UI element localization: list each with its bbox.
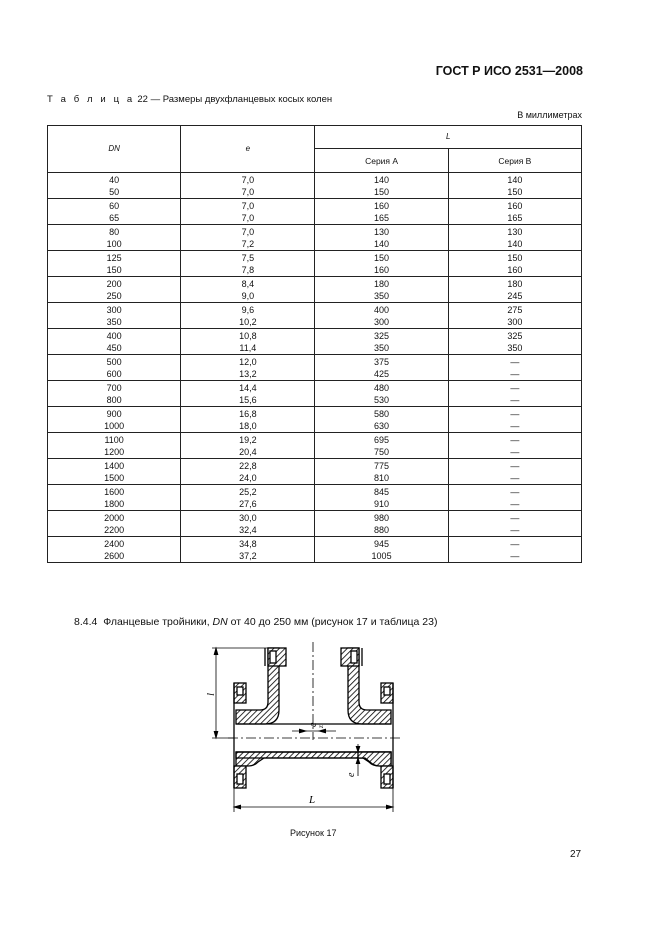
header-series-a: Серия А	[315, 149, 448, 173]
section-number: 8.4.4	[74, 616, 98, 628]
table-row	[48, 407, 582, 433]
dim-l-arrow-bottom	[214, 731, 218, 738]
cell-a	[315, 407, 448, 433]
cell-value: —	[510, 395, 520, 405]
header-e: e	[181, 126, 315, 173]
section-text-before: Фланцевые тройники,	[103, 616, 210, 628]
cell-value: 880	[374, 525, 390, 535]
cell-dn	[48, 485, 181, 511]
lower-right-hatch	[358, 752, 391, 766]
table-caption	[47, 94, 332, 105]
cell-b	[448, 199, 581, 225]
cell-e	[181, 277, 315, 303]
cell-value: 12,0	[239, 357, 257, 367]
cell-value: 160	[374, 265, 390, 275]
cell-b	[448, 407, 581, 433]
cell-a	[315, 485, 448, 511]
cell-dn	[48, 381, 181, 407]
cell-value: 480	[374, 383, 390, 393]
cell-value: 350	[374, 291, 390, 301]
dim-e-arrow-bottom	[356, 758, 360, 764]
cell-value: 300	[374, 317, 390, 327]
cell-b	[448, 433, 581, 459]
cell-value: 425	[374, 369, 390, 379]
cell-value: —	[510, 487, 520, 497]
label-ez-sub: z	[317, 725, 325, 728]
cell-b	[448, 251, 581, 277]
cell-value: 945	[374, 539, 390, 549]
cell-value: 7,2	[241, 239, 255, 249]
table-row	[48, 355, 582, 381]
cell-value: 700	[106, 383, 122, 393]
cell-a	[315, 381, 448, 407]
cell-value: 530	[374, 395, 390, 405]
cell-b	[448, 303, 581, 329]
table-row	[48, 199, 582, 225]
table-row	[48, 433, 582, 459]
cell-value: 16,8	[239, 409, 257, 419]
cell-value: 1000	[104, 421, 125, 431]
cell-value: 30,0	[239, 513, 257, 523]
cell-value: 140	[507, 175, 523, 185]
cell-value: 34,8	[239, 539, 257, 549]
cell-value: 350	[507, 343, 523, 353]
cell-a	[315, 199, 448, 225]
cell-value: 810	[374, 473, 390, 483]
cell-e	[181, 433, 315, 459]
cell-value: 180	[374, 279, 390, 289]
cell-e	[181, 303, 315, 329]
cell-value: 160	[374, 201, 390, 211]
cell-value: 150	[374, 253, 390, 263]
cell-a	[315, 511, 448, 537]
cell-value: —	[510, 499, 520, 509]
cell-value: 1400	[104, 461, 125, 471]
cell-a	[315, 537, 448, 563]
cell-value: 2600	[104, 551, 125, 561]
cell-value: 40	[109, 175, 120, 185]
cell-value: 15,6	[239, 395, 257, 405]
label-L: L	[309, 794, 316, 806]
cell-value: 130	[507, 227, 523, 237]
cell-value: 20,4	[239, 447, 257, 457]
cell-value: 750	[374, 447, 390, 457]
cell-value: 11,4	[239, 343, 257, 353]
section-dn: DN	[212, 616, 228, 628]
cell-value: 300	[507, 317, 523, 327]
cell-value: 450	[106, 343, 122, 353]
cell-value: 2400	[104, 539, 125, 549]
cell-value: 1100	[104, 435, 124, 445]
table-row	[48, 303, 582, 329]
cell-value: 1200	[104, 447, 125, 457]
cell-value: 125	[106, 253, 122, 263]
cell-value: —	[510, 383, 520, 393]
cell-value: 245	[507, 291, 523, 301]
dim-L-arrow-right	[386, 805, 393, 809]
cell-value: —	[510, 421, 520, 431]
cell-b	[448, 355, 581, 381]
cell-value: 800	[106, 395, 122, 405]
cell-value: —	[510, 525, 520, 535]
right-lower-flange-hole	[384, 774, 390, 784]
table-row	[48, 277, 582, 303]
cell-value: 150	[507, 187, 523, 197]
cell-value: 400	[374, 305, 390, 315]
cell-value: 1500	[104, 473, 125, 483]
table-caption-prefix: Т а б л и ц а	[47, 94, 135, 105]
cell-value: 18,0	[239, 421, 257, 431]
cell-value: 140	[374, 239, 390, 249]
cell-b	[448, 329, 581, 355]
cell-value: 80	[109, 227, 120, 237]
cell-value: 1800	[104, 499, 125, 509]
table-caption-text: 22 — Размеры двухфланцевых косых колен	[137, 94, 333, 105]
cell-value: 1005	[371, 551, 392, 561]
header-l: L	[315, 126, 582, 149]
cell-value: 150	[507, 253, 523, 263]
cell-value: 775	[374, 461, 390, 471]
cell-value: 7,0	[241, 175, 255, 185]
cell-value: 9,0	[241, 291, 255, 301]
cell-a	[315, 329, 448, 355]
cell-value: 630	[374, 421, 390, 431]
cell-dn	[48, 225, 181, 251]
cell-value: 500	[106, 357, 122, 367]
cell-e	[181, 511, 315, 537]
table-row	[48, 225, 582, 251]
cell-e	[181, 485, 315, 511]
page-number: 27	[570, 849, 582, 860]
cell-value: 130	[374, 227, 390, 237]
cell-value: 180	[507, 279, 523, 289]
cell-value: 350	[106, 317, 122, 327]
cell-value: 7,0	[241, 201, 255, 211]
cell-e	[181, 407, 315, 433]
cell-dn	[48, 433, 181, 459]
cell-value: 7,0	[241, 227, 255, 237]
section-heading	[74, 616, 438, 628]
cell-b	[448, 173, 581, 199]
dim-l-arrow-top	[214, 648, 218, 655]
left-lower-flange-hole	[237, 774, 243, 784]
cell-value: —	[510, 539, 520, 549]
cell-value: 150	[106, 265, 122, 275]
cell-value: 375	[374, 357, 390, 367]
cell-b	[448, 381, 581, 407]
dim-e-arrow-top	[356, 746, 360, 752]
cell-value: 165	[507, 213, 523, 223]
cell-value: 910	[374, 499, 390, 509]
cell-value: 160	[507, 201, 523, 211]
cell-e	[181, 199, 315, 225]
cell-e	[181, 459, 315, 485]
cell-a	[315, 303, 448, 329]
table-row	[48, 485, 582, 511]
cell-value: 250	[106, 291, 122, 301]
cell-value: 695	[374, 435, 390, 445]
cell-a	[315, 251, 448, 277]
cell-value: 400	[106, 331, 122, 341]
cell-value: 7,0	[241, 187, 255, 197]
cell-value: —	[510, 447, 520, 457]
cell-value: 980	[374, 513, 390, 523]
label-e: e	[346, 772, 357, 777]
cell-e	[181, 329, 315, 355]
cell-value: —	[510, 357, 520, 367]
cell-e	[181, 225, 315, 251]
cell-a	[315, 355, 448, 381]
table-row	[48, 329, 582, 355]
cell-value: 2000	[104, 513, 125, 523]
cell-value: 22,8	[239, 461, 257, 471]
cell-value: 13,2	[239, 369, 257, 379]
header-series-b: Серия В	[448, 149, 581, 173]
table-row	[48, 511, 582, 537]
cell-dn	[48, 407, 181, 433]
cell-b	[448, 225, 581, 251]
branch-right-flange-hole	[351, 651, 357, 663]
standard-designation: ГОСТ Р ИСО 2531—2008	[435, 64, 583, 78]
cell-e	[181, 537, 315, 563]
table-row	[48, 537, 582, 563]
cell-value: 150	[374, 187, 390, 197]
cell-value: 60	[109, 201, 120, 211]
cell-value: —	[510, 473, 520, 483]
table-row	[48, 173, 582, 199]
cell-value: 2200	[104, 525, 125, 535]
cell-e	[181, 173, 315, 199]
dim-L-arrow-left	[234, 805, 241, 809]
cell-a	[315, 173, 448, 199]
cell-a	[315, 459, 448, 485]
cell-dn	[48, 277, 181, 303]
cell-value: 8,4	[241, 279, 255, 289]
cell-dn	[48, 459, 181, 485]
cell-b	[448, 511, 581, 537]
tee-drawing	[205, 640, 423, 820]
cell-value: 580	[374, 409, 390, 419]
cell-value: 7,8	[241, 265, 255, 275]
cell-e	[181, 381, 315, 407]
cell-dn	[48, 329, 181, 355]
cell-dn	[48, 173, 181, 199]
cell-value: 325	[374, 331, 390, 341]
cell-value: 65	[109, 213, 120, 223]
left-upper-flange-hole	[237, 687, 243, 695]
cell-value: 845	[374, 487, 390, 497]
figure-caption: Рисунок 17	[290, 828, 337, 838]
cell-value: 900	[106, 409, 122, 419]
cell-value: 19,2	[239, 435, 257, 445]
cell-value: 1600	[104, 487, 125, 497]
branch-left-flange-hole	[270, 651, 276, 663]
cell-dn	[48, 251, 181, 277]
cell-a	[315, 433, 448, 459]
cell-value: 50	[109, 187, 120, 197]
cell-value: 165	[374, 213, 390, 223]
cell-dn	[48, 199, 181, 225]
cell-b	[448, 485, 581, 511]
cell-value: 300	[106, 305, 122, 315]
cell-value: 100	[106, 239, 122, 249]
cell-value: 24,0	[239, 473, 257, 483]
cell-e	[181, 355, 315, 381]
header-dn: DN	[48, 126, 181, 173]
cell-b	[448, 459, 581, 485]
cell-value: —	[510, 513, 520, 523]
cell-value: 10,2	[239, 317, 257, 327]
dim-ez-arrow-left	[299, 729, 306, 733]
cell-value: 27,6	[239, 499, 257, 509]
cell-b	[448, 537, 581, 563]
cell-value: 37,2	[239, 551, 257, 561]
cell-value: —	[510, 435, 520, 445]
cell-value: 600	[106, 369, 122, 379]
cell-value: —	[510, 409, 520, 419]
table-row	[48, 251, 582, 277]
cell-value: 350	[374, 343, 390, 353]
cell-a	[315, 277, 448, 303]
cell-value: 325	[507, 331, 523, 341]
cell-value: 10,8	[239, 331, 257, 341]
cell-value: 200	[106, 279, 122, 289]
cell-value: 7,0	[241, 213, 255, 223]
cell-value: —	[510, 461, 520, 471]
cell-value: 7,5	[241, 253, 255, 263]
cell-a	[315, 225, 448, 251]
label-ez: e	[308, 722, 319, 727]
cell-value: 140	[507, 239, 523, 249]
right-upper-flange-hole	[384, 687, 390, 695]
dimensions-table	[47, 125, 582, 563]
label-l: l	[205, 692, 217, 696]
cell-value: 9,6	[241, 305, 255, 315]
units-note: В миллиметрах	[517, 110, 582, 120]
cell-dn	[48, 511, 181, 537]
cell-b	[448, 277, 581, 303]
cell-dn	[48, 537, 181, 563]
dim-ez-arrow-right	[319, 729, 326, 733]
cell-value: 140	[374, 175, 390, 185]
cell-e	[181, 251, 315, 277]
table-row	[48, 381, 582, 407]
cell-value: —	[510, 369, 520, 379]
cell-value: 25,2	[239, 487, 257, 497]
section-text-after: от 40 до 250 мм (рисунок 17 и таблица 23)	[230, 616, 438, 628]
cell-dn	[48, 355, 181, 381]
cell-value: 275	[507, 305, 523, 315]
cell-value: 32,4	[239, 525, 257, 535]
cell-dn	[48, 303, 181, 329]
cell-value: 160	[507, 265, 523, 275]
cell-value: —	[510, 551, 520, 561]
cell-value: 14,4	[239, 383, 257, 393]
table-row	[48, 459, 582, 485]
